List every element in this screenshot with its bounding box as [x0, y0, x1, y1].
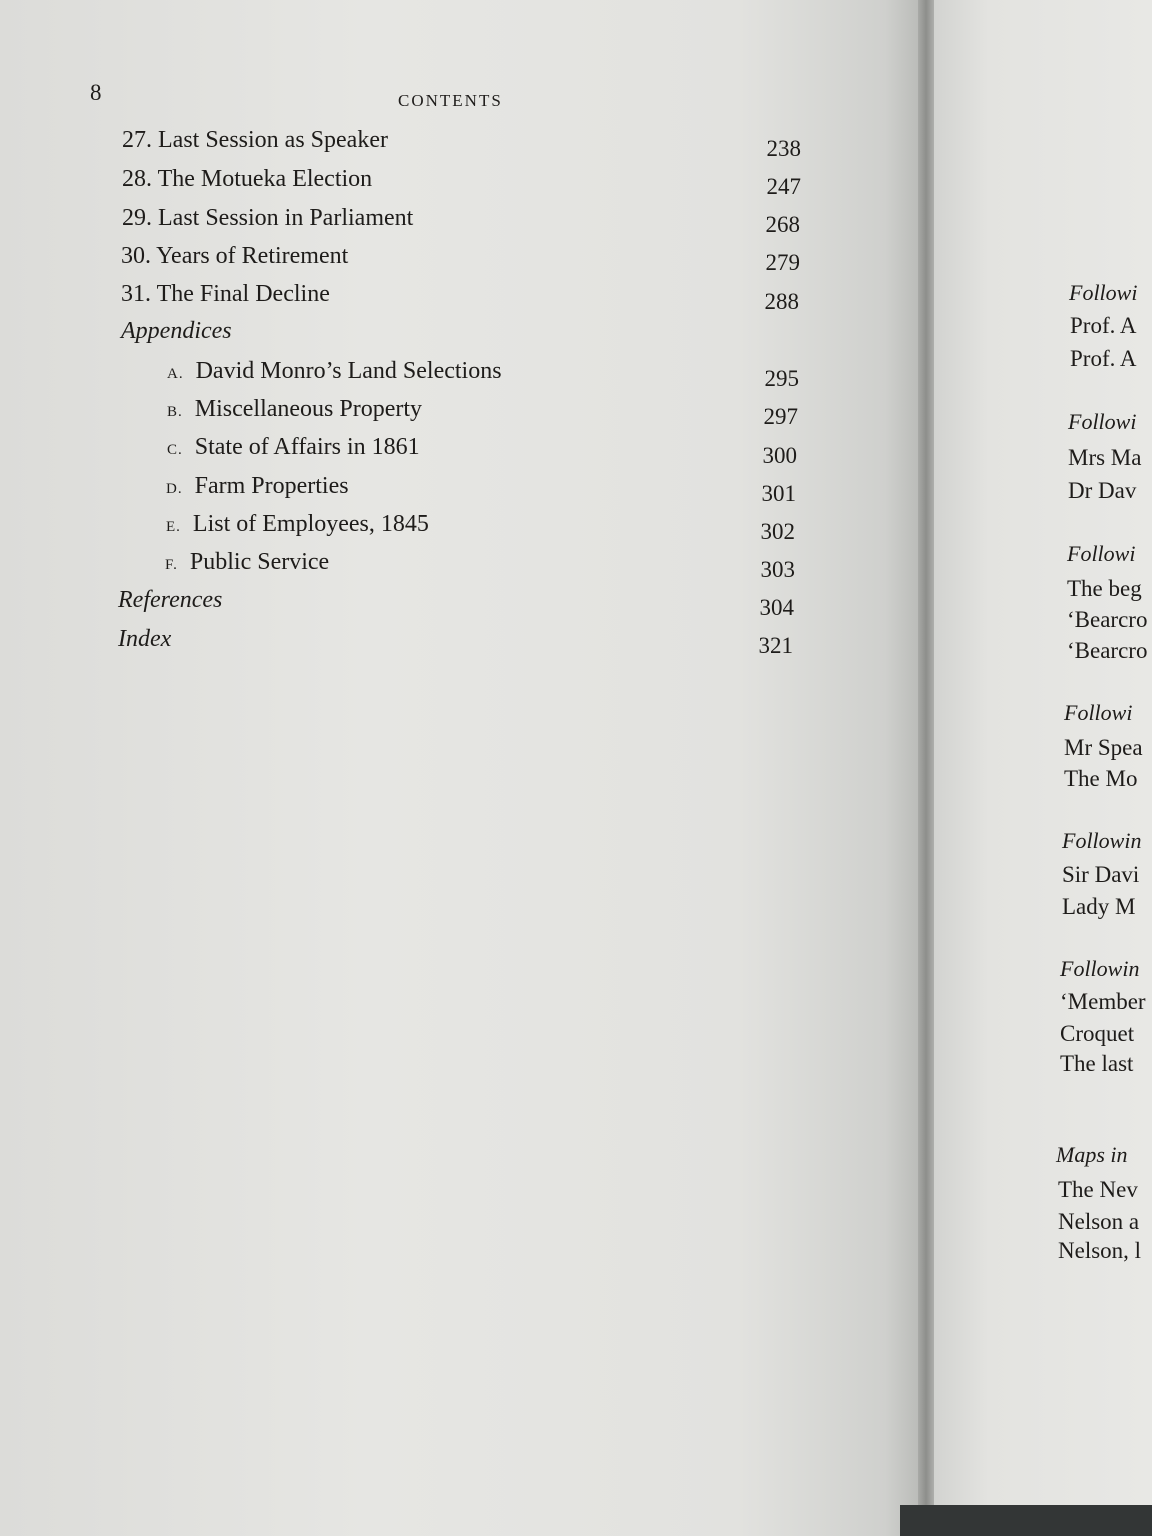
chapter-title: Last Session as Speaker [158, 127, 388, 153]
page-number: 8 [90, 80, 102, 105]
group-heading: Followi [1068, 409, 1137, 434]
appendix-letter: E. [166, 519, 181, 535]
appendix-entry [166, 473, 349, 500]
group-line: Lady M [1062, 894, 1136, 919]
appendix-entry [167, 396, 422, 423]
group-line: ‘Bearcro [1067, 607, 1148, 632]
chapter-title: The Final Decline [156, 281, 330, 307]
toc-entry [121, 281, 330, 308]
appendix-entry [165, 549, 329, 576]
page-ref: 304 [759, 595, 794, 620]
page-ref: 268 [765, 212, 800, 237]
appendix-letter: B. [167, 404, 183, 420]
appendix-entry [167, 358, 502, 385]
index-heading: Index [118, 626, 172, 652]
chapter-number: 27. [122, 127, 152, 153]
toc-entry [121, 243, 348, 270]
chapter-title: The Motueka Election [157, 166, 373, 192]
group-heading: Followi [1064, 700, 1133, 725]
page-ref: 279 [765, 250, 800, 275]
group-line: Mrs Ma [1068, 445, 1142, 470]
page-ref: 297 [763, 404, 798, 429]
chapter-number: 28. [122, 166, 152, 192]
appendices-heading: Appendices [121, 318, 232, 344]
group-line: The last [1060, 1051, 1134, 1076]
group-heading: Followin [1060, 956, 1140, 981]
group-heading: Followin [1062, 828, 1142, 853]
chapter-number: 30. [121, 243, 151, 269]
toc-entry [122, 166, 372, 193]
appendix-title: Public Service [189, 549, 330, 575]
appendix-title: Farm Properties [194, 473, 349, 499]
group-line: Dr Dav [1068, 478, 1137, 503]
page-ref: 295 [764, 366, 799, 391]
appendix-letter: C. [167, 442, 183, 458]
group-heading: Maps in [1056, 1142, 1128, 1167]
book-cover-edge [900, 1505, 1152, 1536]
appendix-title: List of Employees, 1845 [192, 511, 429, 537]
chapter-number: 31. [121, 281, 151, 307]
toc-entry [122, 205, 413, 232]
toc-entry [122, 127, 388, 154]
appendix-letter: D. [166, 481, 183, 497]
group-line: Sir Davi [1062, 862, 1140, 887]
group-line: Prof. A [1070, 313, 1137, 338]
page-ref: 300 [762, 443, 797, 468]
group-line: Nelson a [1058, 1209, 1140, 1234]
right-page [934, 0, 1152, 1510]
group-line: The beg [1067, 576, 1142, 601]
group-line: ‘Member [1060, 989, 1146, 1014]
chapter-number: 29. [122, 205, 152, 231]
references-heading: References [118, 587, 223, 613]
appendix-entry [167, 434, 420, 461]
group-line: Croquet [1060, 1021, 1135, 1046]
group-line: The Nev [1058, 1177, 1138, 1202]
group-line: The Mo [1064, 766, 1138, 791]
group-line: Nelson, l [1058, 1238, 1142, 1263]
chapter-title: Last Session in Parliament [158, 205, 414, 231]
chapter-title: Years of Retirement [156, 243, 349, 269]
page-ref: 303 [760, 557, 795, 582]
group-line: Mr Spea [1064, 735, 1143, 760]
running-head: CONTENTS [398, 91, 503, 110]
page-ref: 238 [766, 136, 801, 161]
appendix-title: State of Affairs in 1861 [194, 434, 420, 460]
group-line: ‘Bearcro [1067, 638, 1148, 663]
page-ref: 247 [766, 174, 801, 199]
group-line: Prof. A [1070, 346, 1137, 371]
appendix-title: David Monro’s Land Selections [195, 358, 502, 384]
appendix-entry [166, 511, 429, 538]
group-heading: Followi [1069, 280, 1138, 305]
group-heading: Followi [1067, 541, 1136, 566]
appendix-letter: A. [167, 366, 184, 382]
appendix-letter: F. [165, 557, 178, 573]
page-ref: 301 [761, 481, 796, 506]
page-ref: 321 [758, 633, 793, 658]
page-ref: 288 [764, 289, 799, 314]
page-ref: 302 [760, 519, 795, 544]
appendix-title: Miscellaneous Property [194, 396, 423, 422]
